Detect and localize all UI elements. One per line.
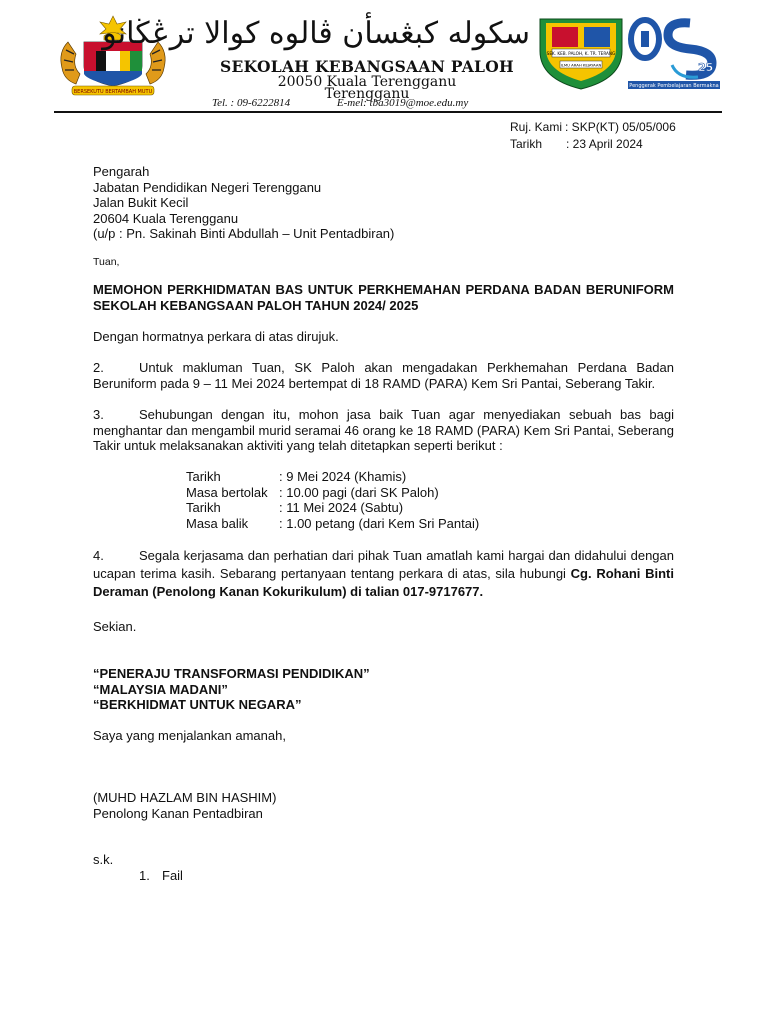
recipient-line: Pengarah xyxy=(93,164,150,179)
schedule-label: Tarikh xyxy=(186,500,221,515)
paragraph-4 xyxy=(93,547,674,601)
opening-line: Dengan hormatnya perkara di atas dirujuk. xyxy=(93,329,339,344)
school-address-line2: Terengganu xyxy=(324,86,410,102)
schedule-label: Tarikh xyxy=(186,469,221,484)
paragraph-number: 3. xyxy=(93,407,104,422)
programme-emblem-icon xyxy=(628,17,720,91)
reference-label: Ruj. Kami xyxy=(510,120,563,134)
recipient-address xyxy=(93,164,674,242)
letter-subject: MEMOHON PERKHIDMATAN BAS UNTUK PERKHEMAHAN PERDANA BADAN BERUNIFORM SEKOLAH KEBANGSAAN PALOH TAHUN 2024/ 2025 xyxy=(93,282,674,313)
recipient-line: (u/p : Pn. Sakinah Binti Abdullah – Unit Pentadbiran) xyxy=(93,226,395,241)
schedule-value: : 10.00 pagi (dari SK Paloh) xyxy=(279,484,439,500)
school-name-jawi: سکوله کبڠسأن ڤالوه كوالا ترڠڬانو xyxy=(102,16,530,51)
schedule-row xyxy=(186,469,586,485)
motto-block xyxy=(93,666,674,713)
school-telephone: Tel. : 09-6222814 xyxy=(212,97,291,109)
recipient-line: Jalan Bukit Kecil xyxy=(93,195,189,210)
cc-item xyxy=(139,868,339,884)
cc-item-text: Fail xyxy=(162,868,183,883)
salutation: Tuan, xyxy=(93,256,120,268)
schedule-value: : 9 Mei 2024 (Khamis) xyxy=(279,469,407,484)
school-name: SEKOLAH KEBANGSAAN PALOH xyxy=(220,57,514,76)
signatory-title: Penolong Kanan Pentadbiran xyxy=(93,805,263,821)
schedule-row xyxy=(186,500,586,516)
schedule-label: Masa balik xyxy=(186,515,249,531)
schedule-row xyxy=(186,516,586,532)
paragraph-text: Untuk makluman Tuan, SK Paloh akan mengadakan Perkhemahan Perdana Badan Beruniform pada 9 – 11 Mei 2024 bertempat di 18 RAMD (PARA) Kem Sri Pantai, Seberang Takir. xyxy=(93,360,674,391)
school-address-line1: 20050 Kuala Terengganu xyxy=(277,74,457,90)
paragraph-text: Sehubungan dengan itu, mohon jasa baik Tuan agar menyediakan sebuah bas bagi menghantar dan mengambil murid seramai 46 orang ke 18 RAMD (PARA) Kem Sri Pantai, Seberang Takir untuk melaksanakan aktiviti yang telah ditetapkan seperti berikut : xyxy=(93,407,674,453)
schedule-row xyxy=(186,485,586,501)
motto-line: “MALAYSIA MADANI” xyxy=(93,681,228,697)
motto-line: “PENERAJU TRANSFORMASI PENDIDIKAN” xyxy=(93,666,370,681)
cc-item-number: 1. xyxy=(139,868,150,883)
school-badge-motto: ILMU ARAH KEJAYAAN xyxy=(560,62,602,68)
emblem-number: 25 xyxy=(698,61,714,74)
school-badge-icon xyxy=(538,17,624,91)
school-contact xyxy=(212,96,532,110)
date-row xyxy=(510,136,710,153)
signatory-name: (MUHD HAZLAM BIN HASHIM) xyxy=(93,790,277,805)
reference-value: : SKP(KT) 05/05/006 xyxy=(565,120,676,134)
schedule-value: : 11 Mei 2024 (Sabtu) xyxy=(279,500,404,515)
crest-motto: BERSEKUTU BERTAMBAH MUTU xyxy=(73,89,153,95)
reference-block xyxy=(510,119,710,152)
recipient-line: 20604 Kuala Terengganu xyxy=(93,210,239,226)
cc-label: s.k. xyxy=(93,852,114,867)
paragraph-number: 2. xyxy=(93,360,104,375)
schedule-label: Masa bertolak xyxy=(186,484,268,500)
paragraph-2 xyxy=(93,360,674,391)
recipient-line: Jabatan Pendidikan Negeri Terengganu xyxy=(93,179,322,195)
date-label: Tarikh xyxy=(510,136,543,151)
cc-list xyxy=(139,868,339,884)
signature-block xyxy=(93,790,674,821)
motto-line: “BERKHIDMAT UNTUK NEGARA” xyxy=(93,697,302,712)
paragraph-text: Segala kerjasama dan perhatian dari pihak Tuan amatlah kami hargai dan didahului dengan ucapan terima kasih. Sebarang pertanyaan tentang perkara di atas, sila hubungi xyxy=(93,548,674,581)
schedule-table xyxy=(186,469,586,531)
paragraph-number: 4. xyxy=(93,548,104,563)
signoff: Saya yang menjalankan amanah, xyxy=(93,728,286,743)
school-email: E-mel: tba3019@moe.edu.my xyxy=(336,97,469,109)
closing: Sekian. xyxy=(93,619,137,634)
letterhead-divider xyxy=(54,111,722,113)
reference-row xyxy=(510,119,710,136)
schedule-value: : 1.00 petang (dari Kem Sri Pantai) xyxy=(279,515,480,531)
contact-person: Cg. Rohani Binti Deraman (Penolong Kanan Kokurikulum) di talian 017-9717677. xyxy=(93,566,674,599)
date-value: : 23 April 2024 xyxy=(566,136,643,151)
emblem-tagline: Penggerak Pembelajaran Bermakna xyxy=(629,83,719,89)
paragraph-3 xyxy=(93,407,674,454)
school-badge-text: SEK. KEB. PALOH, K. TR. TERANG xyxy=(546,51,616,56)
